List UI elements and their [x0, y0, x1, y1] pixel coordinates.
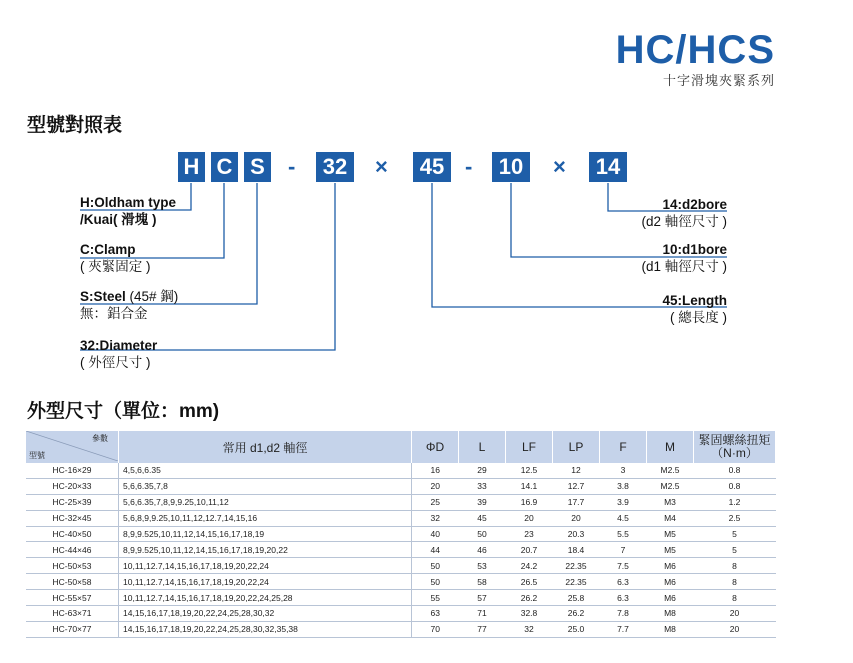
cell-value: 25	[412, 494, 459, 510]
cell-value: 3.9	[600, 494, 647, 510]
cell-value: M5	[647, 526, 694, 542]
cell-value: 25.0	[553, 621, 600, 637]
cell-shaft: 14,15,16,17,18,19,20,22,24,25,28,30,32	[119, 606, 412, 622]
col-header-m: M	[647, 431, 694, 463]
cell-value: 5	[694, 526, 776, 542]
cell-value: 45	[459, 510, 506, 526]
label-diameter: 32:Diameter ( 外徑尺寸 )	[80, 338, 158, 370]
cell-value: 14.1	[506, 478, 553, 494]
label-d1: 10:d1bore (d1 軸徑尺寸 )	[641, 242, 727, 274]
cell-value: 77	[459, 621, 506, 637]
col-header-lp: LP	[553, 431, 600, 463]
table-row	[26, 542, 776, 558]
cell-value: 20	[694, 606, 776, 622]
cell-shaft: 5,6,6.35,7,8	[119, 478, 412, 494]
cell-shaft: 5,6,8,9,9.25,10,11,12,12.7,14,15,16	[119, 510, 412, 526]
cell-model: HC-70×77	[26, 621, 119, 637]
cell-shaft: 5,6,6.35,7,8,9,9.25,10,11,12	[119, 494, 412, 510]
code-box-diameter: 32	[316, 152, 354, 182]
col-header-lf: LF	[506, 431, 553, 463]
cell-value: 71	[459, 606, 506, 622]
cell-value: 18.4	[553, 542, 600, 558]
brand-code: HC/HCS	[615, 28, 775, 72]
cell-value: 22.35	[553, 558, 600, 574]
cell-value: 57	[459, 590, 506, 606]
cell-value: 0.8	[694, 463, 776, 478]
cell-value: 32	[412, 510, 459, 526]
section-title-model: 型號對照表	[27, 115, 123, 136]
cell-shaft: 10,11,12.7,14,15,16,17,18,19,20,22,24	[119, 558, 412, 574]
code-box-h: H	[178, 152, 205, 182]
cell-value: 3	[600, 463, 647, 478]
cell-value: 55	[412, 590, 459, 606]
table-row	[26, 510, 776, 526]
table-corner-cell: 參數 型號	[26, 431, 119, 463]
cell-value: M8	[647, 606, 694, 622]
cell-value: 20.3	[553, 526, 600, 542]
cell-shaft: 4,5,6,6.35	[119, 463, 412, 478]
cell-value: M6	[647, 558, 694, 574]
code-box-s: S	[244, 152, 271, 182]
cell-value: M5	[647, 542, 694, 558]
cell-value: M6	[647, 590, 694, 606]
code-dash-1: -	[288, 154, 296, 179]
label-d2: 14:d2bore (d2 軸徑尺寸 )	[641, 197, 727, 229]
cell-model: HC-63×71	[26, 606, 119, 622]
cell-shaft: 14,15,16,17,18,19,20,22,24,25,28,30,32,35,38	[119, 621, 412, 637]
cell-value: 0.8	[694, 478, 776, 494]
cell-value: 63	[412, 606, 459, 622]
table-row	[26, 463, 776, 478]
cell-value: 22.35	[553, 574, 600, 590]
cell-model: HC-32×45	[26, 510, 119, 526]
cell-value: 26.2	[506, 590, 553, 606]
table-header-row	[26, 431, 776, 463]
cell-shaft: 10,11,12.7,14,15,16,17,18,19,20,22,24	[119, 574, 412, 590]
label-c: C:Clamp ( 夾緊固定 )	[80, 242, 151, 274]
cell-value: 8	[694, 558, 776, 574]
cell-value: 46	[459, 542, 506, 558]
cell-value: 29	[459, 463, 506, 478]
cell-value: 7.5	[600, 558, 647, 574]
cell-value: 50	[412, 574, 459, 590]
cell-value: 2.5	[694, 510, 776, 526]
cell-value: 4.5	[600, 510, 647, 526]
cell-value: 8	[694, 574, 776, 590]
label-length: 45:Length ( 總長度 )	[662, 293, 727, 325]
dimensions-table	[26, 431, 776, 638]
cell-value: 53	[459, 558, 506, 574]
cell-value: M4	[647, 510, 694, 526]
col-header-l: L	[459, 431, 506, 463]
cell-value: 16.9	[506, 494, 553, 510]
table-row	[26, 574, 776, 590]
cell-model: HC-20×33	[26, 478, 119, 494]
cell-value: 7.7	[600, 621, 647, 637]
cell-value: 5	[694, 542, 776, 558]
code-dash-2: -	[465, 154, 473, 179]
section-title-dimensions: 外型尺寸（單位：mm)	[27, 401, 220, 422]
table-row	[26, 478, 776, 494]
cell-value: 16	[412, 463, 459, 478]
cell-value: 50	[412, 558, 459, 574]
cell-value: 32.8	[506, 606, 553, 622]
col-header-torque: 緊固螺絲扭矩 （N·m）	[694, 431, 776, 463]
cell-shaft: 10,11,12.7,14,15,16,17,18,19,20,22,24,25,28	[119, 590, 412, 606]
brand-subtitle: 十字滑塊夾緊系列	[662, 73, 775, 88]
cell-value: M3	[647, 494, 694, 510]
cell-value: 32	[506, 621, 553, 637]
table-row	[26, 590, 776, 606]
cell-value: M8	[647, 621, 694, 637]
cell-value: 1.2	[694, 494, 776, 510]
cell-value: 8	[694, 590, 776, 606]
cell-model: HC-55×57	[26, 590, 119, 606]
cell-model: HC-50×53	[26, 558, 119, 574]
cell-value: 17.7	[553, 494, 600, 510]
cell-value: 70	[412, 621, 459, 637]
col-header-f: F	[600, 431, 647, 463]
cell-value: M6	[647, 574, 694, 590]
code-times-2: ×	[553, 154, 566, 179]
table-row	[26, 558, 776, 574]
cell-model: HC-50×58	[26, 574, 119, 590]
cell-model: HC-16×29	[26, 463, 119, 478]
label-h: H:Oldham type /Kuai( 滑塊 )	[80, 195, 177, 227]
cell-value: 33	[459, 478, 506, 494]
cell-value: 12.5	[506, 463, 553, 478]
cell-value: 40	[412, 526, 459, 542]
cell-value: 12	[553, 463, 600, 478]
cell-value: 20	[694, 621, 776, 637]
cell-value: 12.7	[553, 478, 600, 494]
cell-value: 20	[553, 510, 600, 526]
cell-value: 58	[459, 574, 506, 590]
cell-value: 7.8	[600, 606, 647, 622]
cell-shaft: 8,9,9.525,10,11,12,14,15,16,17,18,19,20,22	[119, 542, 412, 558]
cell-value: 20	[506, 510, 553, 526]
cell-value: 3.8	[600, 478, 647, 494]
cell-value: 26.5	[506, 574, 553, 590]
cell-value: 24.2	[506, 558, 553, 574]
cell-value: 6.3	[600, 590, 647, 606]
label-s: S:Steel (45# 鋼) 無：鋁合金	[80, 289, 179, 321]
cell-value: 6.3	[600, 574, 647, 590]
cell-value: 25.8	[553, 590, 600, 606]
cell-value: 5.5	[600, 526, 647, 542]
table-row	[26, 494, 776, 510]
cell-value: 50	[459, 526, 506, 542]
code-box-length: 45	[413, 152, 451, 182]
cell-model: HC-44×46	[26, 542, 119, 558]
cell-value: 26.2	[553, 606, 600, 622]
cell-value: 20	[412, 478, 459, 494]
code-box-c: C	[211, 152, 238, 182]
code-times-1: ×	[375, 154, 388, 179]
table-row	[26, 606, 776, 622]
cell-value: 20.7	[506, 542, 553, 558]
cell-value: 7	[600, 542, 647, 558]
cell-value: M2.5	[647, 478, 694, 494]
col-header-shaft: 常用 d1,d2 軸徑	[119, 431, 412, 463]
cell-value: 44	[412, 542, 459, 558]
cell-model: HC-25×39	[26, 494, 119, 510]
code-box-d2: 14	[589, 152, 627, 182]
table-row	[26, 526, 776, 542]
table-row	[26, 621, 776, 637]
cell-value: 23	[506, 526, 553, 542]
col-header-od: ΦD	[412, 431, 459, 463]
cell-model: HC-40×50	[26, 526, 119, 542]
cell-value: 39	[459, 494, 506, 510]
cell-value: M2.5	[647, 463, 694, 478]
code-box-d1: 10	[492, 152, 530, 182]
cell-shaft: 8,9,9.525,10,11,12,14,15,16,17,18,19	[119, 526, 412, 542]
